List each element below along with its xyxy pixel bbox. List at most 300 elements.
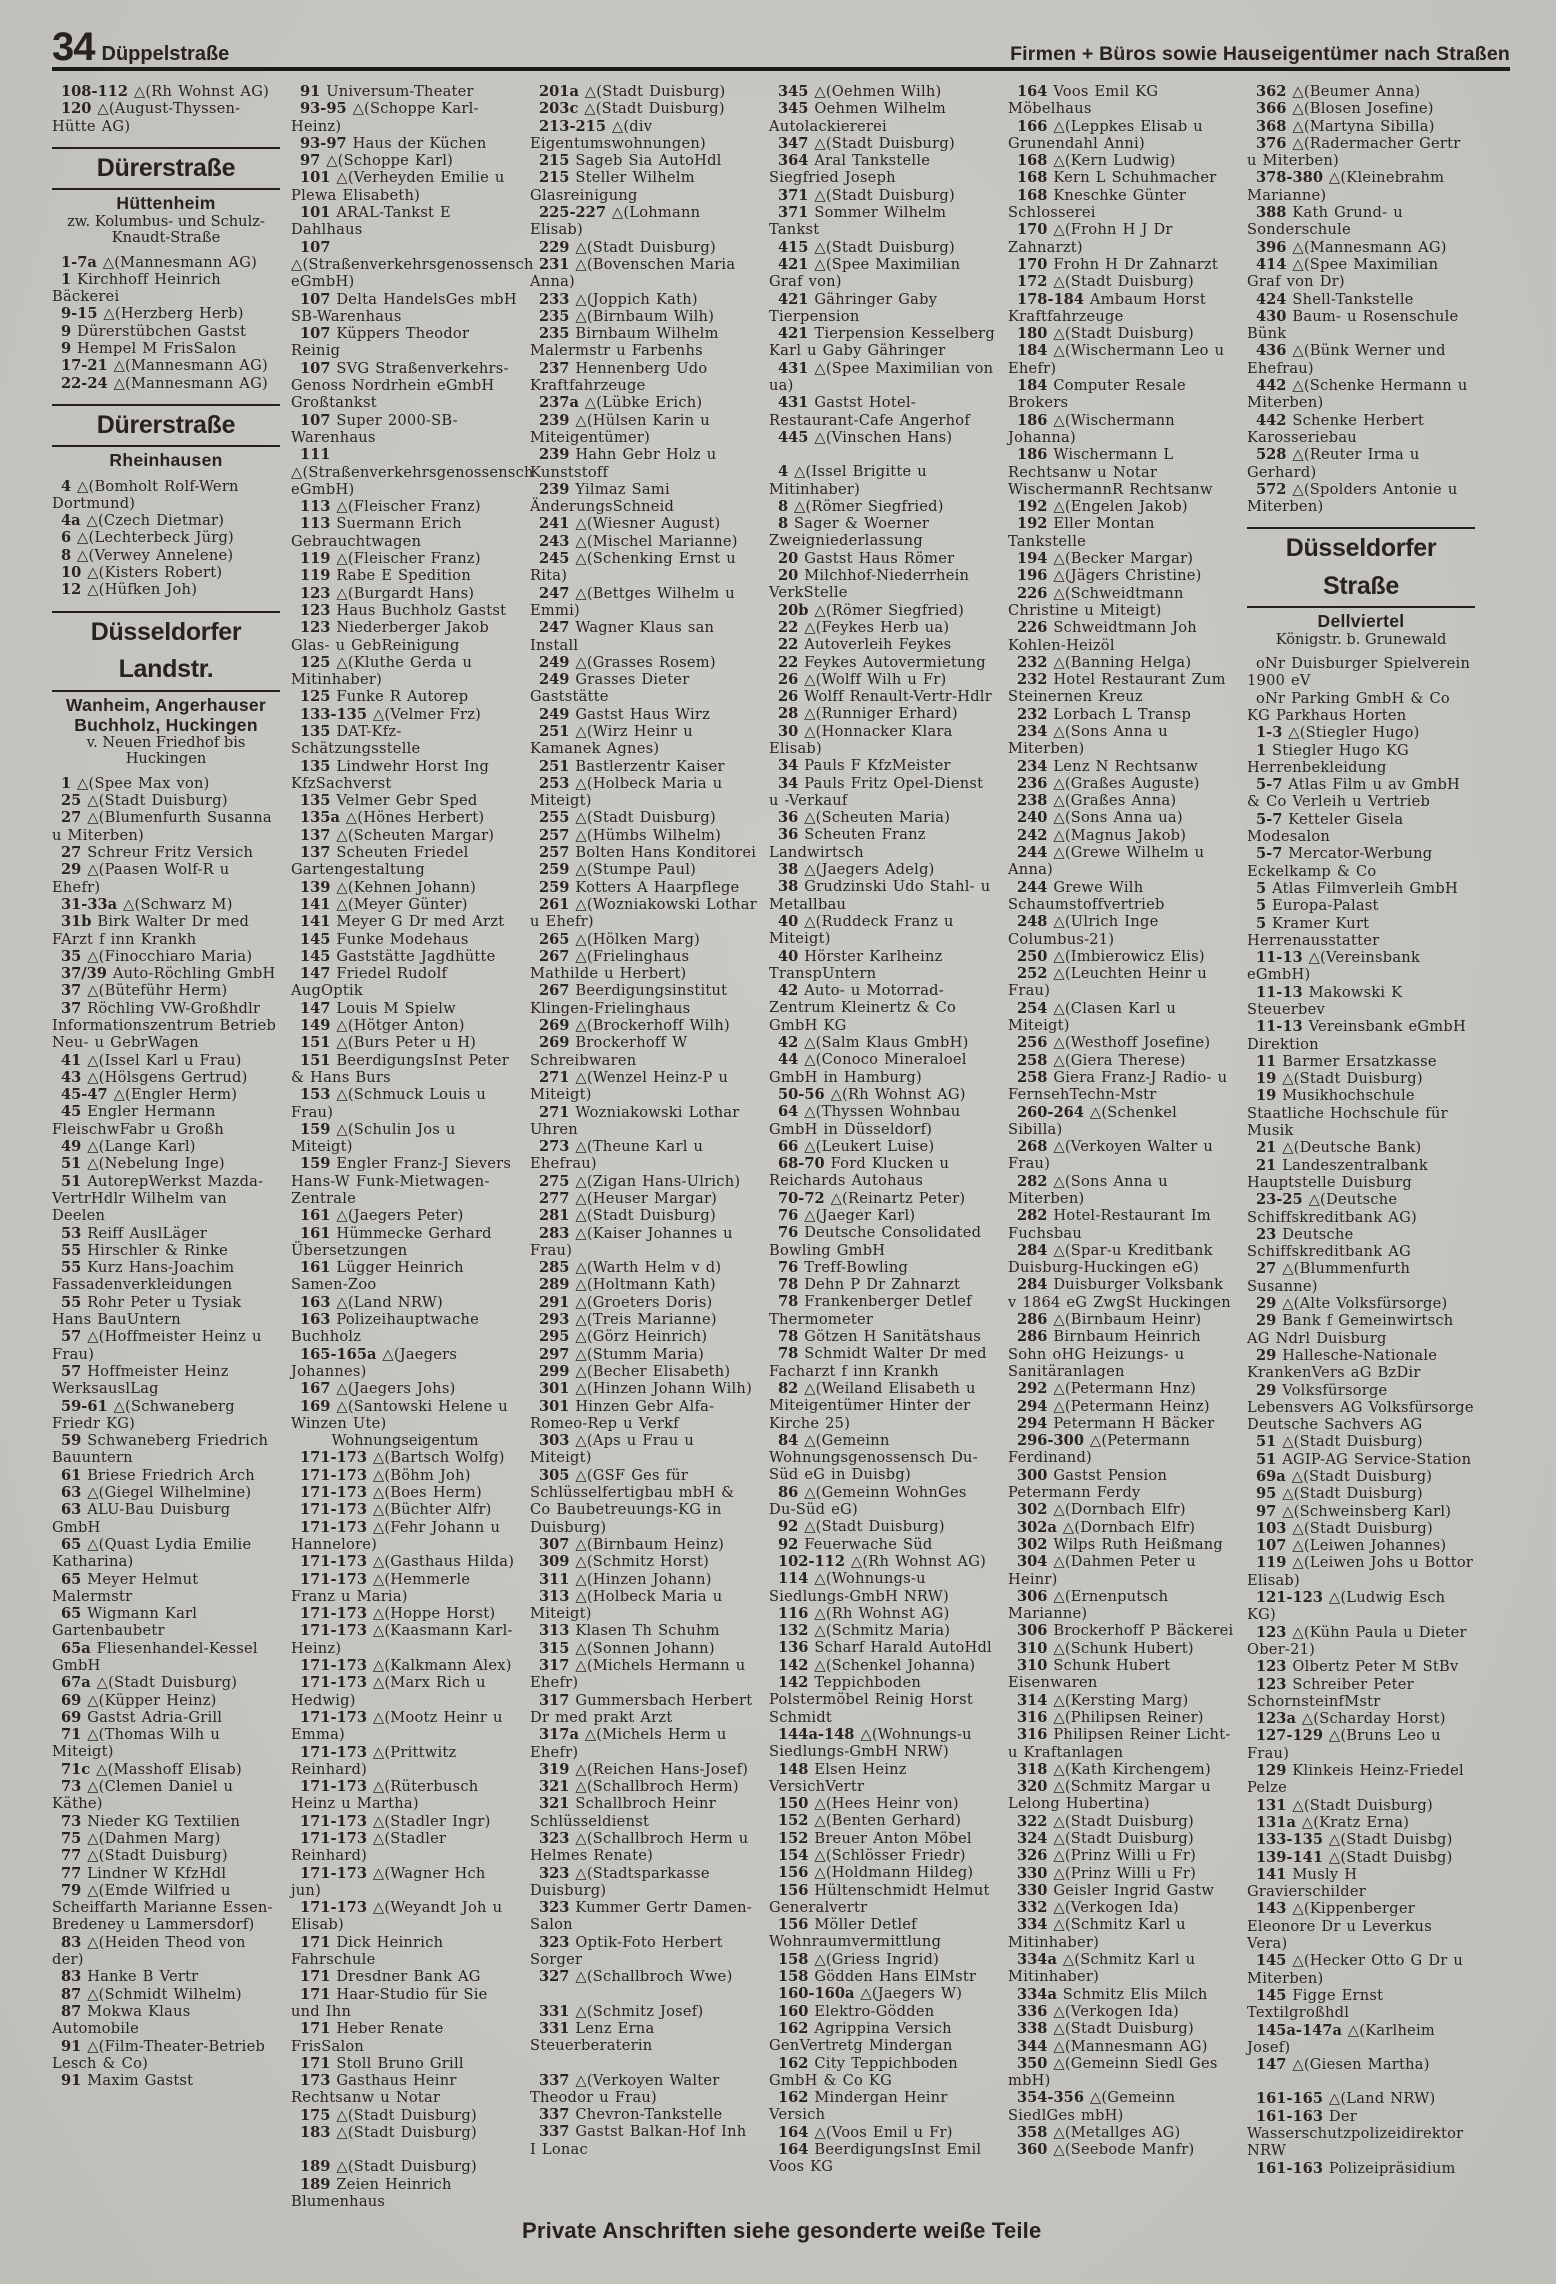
house-number: 59: [61, 1432, 82, 1450]
directory-entry: 171-173 △(Büchter Alfr): [300, 1501, 492, 1519]
house-number: 337: [539, 2071, 570, 2089]
house-number: 334a: [1017, 1951, 1057, 1969]
house-number: 323: [539, 1864, 570, 1882]
directory-entry: 241 △(Wiesner August): [539, 515, 721, 533]
house-number: 170: [1017, 255, 1048, 273]
house-number: 87: [61, 2002, 82, 2020]
house-number: 171-173: [300, 1674, 367, 1692]
directory-entry: 442 △(Schenke Hermann u Miterben): [1247, 377, 1468, 412]
house-number: 36: [778, 826, 799, 844]
house-number: 306: [1017, 1622, 1048, 1640]
house-number: 77: [61, 1847, 82, 1865]
directory-entry: 36 Scheuten Franz Landwirtsch: [769, 826, 926, 861]
directory-entry: 9 Hempel M FrisSalon: [61, 340, 237, 357]
directory-entry: 57 Hoffmeister Heinz WerksauslLag: [52, 1362, 229, 1398]
directory-entry: 27 Schreur Fritz Versich: [61, 844, 254, 862]
directory-entry: 248 △(Ulrich Inge Columbus-21): [1008, 913, 1159, 948]
directory-entry: 421 Gähringer Gaby Tierpension: [769, 290, 938, 325]
directory-entry: 215 Sageb Sia AutoHdl: [539, 152, 722, 170]
house-number: 45: [61, 1103, 82, 1121]
house-number: 71c: [61, 1760, 91, 1778]
directory-entry: 233 △(Joppich Kath): [539, 290, 698, 308]
house-number: 43: [61, 1068, 82, 1086]
house-number: 310: [1017, 1639, 1048, 1657]
directory-entry: 254 △(Clasen Karl u Miteigt): [1008, 999, 1177, 1035]
house-number: 323: [539, 1933, 570, 1951]
directory-entry: 121-123 △(Ludwig Esch KG): [1247, 1589, 1446, 1624]
directory-entry: 77 △(Stadt Duisburg): [61, 1847, 228, 1865]
house-number: 302a: [1017, 1518, 1057, 1536]
directory-entry: 136 Scharf Harald AutoHdl: [778, 1639, 992, 1657]
house-number: 66: [778, 1137, 799, 1155]
house-number: 271: [539, 1103, 570, 1121]
directory-entry: 29 Bank f Gemeinwirtsch AG Ndrl Duisburg: [1247, 1312, 1454, 1347]
directory-entry: 250 △(Imbierowicz Elis): [1017, 947, 1205, 965]
directory-entry: 186 Wischermann L Rechtsanw u Notar WischermannR Rechtsanw: [1008, 446, 1213, 498]
house-number: 145: [300, 947, 331, 965]
house-number: 159: [300, 1120, 331, 1138]
house-number: 44: [778, 1051, 799, 1069]
house-number: 111: [300, 446, 331, 464]
directory-entry: 213-215 △(div Eigentumswohnungen): [530, 117, 706, 152]
house-number: 19: [1256, 1087, 1277, 1105]
house-number: 22: [778, 618, 799, 636]
directory-entry: 108-112 △(Rh Wohnst AG): [61, 83, 270, 100]
directory-entry: 235 Birnbaum Wilhelm Malermstr u Farbenhs: [530, 325, 719, 360]
house-number: 125: [300, 688, 331, 706]
house-number: 57: [61, 1328, 82, 1346]
directory-entry: 1 △(Spee Max von): [61, 774, 210, 792]
directory-entry: 245 △(Schenking Ernst u Rita): [530, 550, 736, 585]
directory-entry: 251 Bastlerzentr Kaiser: [539, 757, 725, 775]
directory-entry: 22 △(Feykes Herb ua): [778, 618, 950, 636]
house-number: 326: [1017, 1847, 1048, 1865]
directory-entry: 20 Milchhof-Niederrhein VerkStelle: [769, 567, 970, 602]
directory-entry: 57 △(Hoffmeister Heinz u Frau): [52, 1328, 262, 1363]
house-number: 123: [300, 584, 331, 602]
directory-entry: 148 Elsen Heinz VersichVertr: [769, 1760, 907, 1795]
directory-entry: 132 △(Schmitz Maria): [778, 1622, 951, 1640]
house-number: 27: [61, 844, 82, 862]
directory-entry: 29 Hallesche-Nationale KrankenVers aG BzDir: [1247, 1346, 1438, 1382]
house-number: 5-7: [1256, 776, 1283, 794]
house-number: 297: [539, 1345, 570, 1363]
directory-entry: 119 △(Fleischer Franz): [300, 550, 481, 568]
house-number: 286: [1017, 1311, 1048, 1329]
house-number: 161-163: [1256, 2159, 1323, 2177]
house-number: 166: [1017, 117, 1048, 135]
directory-entry: 133-135 △(Stadt Duisbg): [1256, 1831, 1453, 1849]
directory-entry: 131a △(Kratz Erna): [1256, 1813, 1410, 1831]
directory-entry: 309 △(Schmitz Horst): [539, 1553, 710, 1571]
house-number: 73: [61, 1778, 82, 1796]
directory-entry: 294 △(Petermann Heinz): [1017, 1397, 1210, 1415]
house-number: 78: [778, 1293, 799, 1311]
house-number: 83: [61, 1968, 82, 1986]
house-number: 65a: [61, 1639, 91, 1657]
house-number: 51: [61, 1155, 82, 1173]
directory-entry: 323 Kummer Gertr Damen-Salon: [530, 1899, 752, 1934]
house-number: 11-13: [1256, 1018, 1303, 1036]
house-number: 63: [61, 1501, 82, 1519]
house-number: 261: [539, 895, 570, 913]
house-number: 86: [778, 1483, 799, 1501]
house-number: 160: [778, 2002, 809, 2020]
directory-entry: 141 △(Meyer Günter): [300, 895, 468, 913]
house-number: 301: [539, 1380, 570, 1398]
house-number: 173: [300, 2072, 331, 2090]
directory-entry: 257 △(Hümbs Wilhelm): [539, 826, 722, 844]
house-number: 189: [300, 2158, 331, 2176]
house-number: 164: [778, 2141, 809, 2159]
page-street-title: Düppelstraße: [101, 43, 230, 65]
directory-entry: 61 Briese Friedrich Arch: [61, 1466, 255, 1484]
house-number: 203c: [539, 100, 579, 118]
house-number: 233: [539, 290, 570, 308]
section-gap: [769, 446, 997, 463]
house-number: 131: [1256, 1796, 1287, 1814]
house-number: 303: [539, 1432, 570, 1450]
house-number: 414: [1256, 255, 1287, 273]
directory-entry: 171-173 △(Weyandt Joh u Elisab): [291, 1899, 503, 1934]
directory-entry: 161-163 Der Wasserschutzpolizeidirektor NRW: [1247, 2107, 1464, 2160]
directory-entry: 17-21 △(Mannesmann AG): [61, 357, 268, 375]
house-number: 151: [300, 1051, 331, 1069]
house-number: 79: [61, 1881, 82, 1899]
directory-entry: oNr Parking GmbH & Co KG Parkhaus Horten: [1247, 689, 1450, 724]
house-number: 91: [61, 2037, 82, 2055]
directory-entry: 161-165 △(Land NRW): [1256, 2090, 1436, 2108]
house-number: 318: [1017, 1760, 1048, 1778]
house-number: 153: [300, 1086, 331, 1104]
directory-entry: 151 △(Burs Peter u H): [300, 1034, 477, 1052]
directory-entry: 51 AutorepWerkst Mazda-VertrHdlr Wilhelm van Deelen: [52, 1172, 264, 1225]
house-number: 147: [300, 965, 331, 983]
directory-entry: 149 △(Hötger Anton): [300, 1017, 465, 1035]
house-number: 424: [1256, 290, 1287, 308]
house-number: 11: [1256, 1052, 1277, 1070]
house-number: 269: [539, 1017, 570, 1035]
house-number: 184: [1017, 377, 1048, 395]
house-number: 135: [300, 722, 331, 740]
house-number: 55: [61, 1241, 82, 1259]
house-number: 301: [539, 1397, 570, 1415]
directory-entry: 22-24 △(Mannesmann AG): [61, 374, 268, 392]
directory-entry: 5 Atlas Filmverleih GmbH: [1256, 879, 1458, 897]
house-number: 135a: [300, 809, 340, 827]
directory-entry: 302 △(Dornbach Elfr): [1017, 1501, 1186, 1519]
house-number: 168: [1017, 169, 1048, 187]
directory-entry: 415 △(Stadt Duisburg): [778, 238, 955, 256]
directory-entry: 364 Aral Tankstelle Siegfried Joseph: [769, 152, 931, 187]
house-number: 116: [778, 1604, 809, 1622]
house-number: 139-141: [1256, 1848, 1323, 1866]
directory-entry: 171-173 △(Prittwitz Reinhard): [291, 1743, 457, 1778]
house-number: 84: [778, 1431, 799, 1449]
directory-entry: 135 Velmer Gebr Sped: [300, 792, 478, 810]
directory-entry: 123 △(Kühn Paula u Dieter Ober-21): [1247, 1623, 1467, 1658]
directory-entry: 171-173 △(Rüterbusch Heinz u Martha): [291, 1778, 479, 1813]
house-number: 277: [539, 1190, 570, 1207]
house-number: 337: [539, 2106, 570, 2124]
directory-entry: 107 Delta HandelsGes mbH SB-Warenhaus: [291, 290, 517, 325]
directory-entry: 6 △(Lechterbeck Jürg): [61, 529, 234, 547]
house-number: 57: [61, 1362, 82, 1380]
directory-entry: 311 △(Hinzen Johann): [539, 1570, 712, 1588]
directory-entry: 107 Super 2000-SB-Warenhaus: [291, 411, 458, 446]
house-number: 4: [61, 477, 72, 495]
house-number: 51: [61, 1172, 82, 1190]
house-number: 236: [1017, 774, 1048, 792]
directory-entry: 156 Hültenschmidt Helmut Generalvertr: [769, 1881, 990, 1916]
directory-entry: 78 Schmidt Walter Dr med Facharzt f inn Krankh: [769, 1345, 987, 1380]
page-header-left: [52, 25, 230, 69]
directory-entry: 172 △(Stadt Duisburg): [1017, 273, 1194, 291]
page-header: [52, 25, 1510, 71]
directory-entry: 253 △(Holbeck Maria u Miteigt): [530, 774, 723, 810]
section-gap: [291, 2141, 519, 2158]
directory-entry: 65 Meyer Helmut Malermstr: [52, 1570, 199, 1605]
house-number: 11-13: [1256, 983, 1303, 1001]
directory-entry: 93-97 Haus der Küchen: [300, 134, 487, 152]
house-number: 294: [1017, 1414, 1048, 1432]
directory-entry: 135 DAT-Kfz-Schätzungsstelle: [291, 722, 421, 758]
house-number: 431: [778, 394, 809, 412]
house-number: 163: [300, 1293, 331, 1311]
house-number: 83: [61, 1933, 82, 1951]
house-number: 317: [539, 1691, 570, 1709]
house-number: 196: [1017, 567, 1048, 585]
house-number: 8: [778, 515, 789, 533]
directory-entry: 50-56 △(Rh Wohnst AG): [778, 1085, 966, 1103]
house-number: 317a: [539, 1726, 579, 1744]
directory-entry: 362 △(Beumer Anna): [1256, 83, 1421, 100]
house-number: 125: [300, 653, 331, 671]
directory-entry: 320 △(Schmitz Margar u Lelong Hubertina): [1008, 1778, 1211, 1813]
house-number: 572: [1256, 480, 1287, 498]
house-number: 323: [539, 1899, 570, 1917]
directory-entry: 334a △(Schmitz Karl u Mitinhaber): [1008, 1951, 1196, 1986]
district-name: Rheinhausen: [109, 450, 223, 471]
house-number: 108-112: [61, 83, 128, 100]
house-number: 171-173: [300, 1864, 367, 1882]
directory-entry: 317 Gummersbach Herbert Dr med prakt Arzt: [530, 1691, 753, 1726]
directory-entry: 160-160a △(Jaegers W): [778, 1985, 963, 2003]
directory-entry: 27 △(Blummenfurth Susanne): [1247, 1260, 1411, 1295]
directory-entry: 87 △(Schmidt Wilhelm): [61, 1985, 242, 2003]
house-number: 10: [61, 564, 82, 581]
house-number: 237: [539, 359, 570, 377]
directory-entry: 183 △(Stadt Duisburg): [300, 2124, 477, 2142]
house-number: 213-215: [539, 117, 606, 135]
directory-entry: 268 △(Verkoyen Walter u Frau): [1008, 1138, 1213, 1173]
directory-entry: 171 Stoll Bruno Grill: [300, 2054, 464, 2072]
directory-entry: 317 △(Michels Hermann u Ehefr): [530, 1657, 746, 1692]
house-number: 354-356: [1017, 2089, 1084, 2107]
house-number: 36: [778, 809, 799, 827]
directory-entry: 31b Birk Walter Dr med FArzt f inn Krankh: [52, 913, 250, 948]
directory-entry: 442 Schenke Herbert Karosseriebau: [1247, 411, 1424, 446]
house-number: 29: [1256, 1381, 1277, 1399]
house-number: 82: [778, 1379, 799, 1397]
directory-entry: 82 △(Weiland Elisabeth u Miteigentümer Hinter der Kirche 25): [769, 1379, 976, 1432]
house-number: 61: [61, 1466, 82, 1484]
house-number: 27: [61, 809, 82, 827]
house-number: 76: [778, 1258, 799, 1276]
house-number: 34: [778, 774, 799, 792]
directory-entry: 8 △(Verwey Annelene): [61, 546, 234, 564]
directory-entry: 160 Elektro-Gödden: [778, 2002, 935, 2020]
house-number: 241: [539, 515, 570, 533]
directory-entry: 36 △(Scheuten Maria): [778, 809, 951, 827]
directory-entry: 345 Oehmen Wilhelm Autolackiererei: [769, 100, 946, 135]
directory-entry: 314 △(Kersting Marg): [1017, 1691, 1189, 1709]
house-number: 295: [539, 1328, 570, 1346]
directory-entry: 242 △(Magnus Jakob): [1017, 826, 1187, 844]
directory-column: [769, 83, 997, 2210]
street-heading: Dürerstraße: [52, 404, 280, 448]
directory-entry: 323 Optik-Foto Herbert Sorger: [530, 1933, 723, 1969]
directory-entry: 137 Scheuten Friedel Gartengestaltung: [291, 844, 469, 879]
house-number: 436: [1256, 342, 1287, 360]
house-number: 76: [778, 1207, 799, 1224]
house-number: 255: [539, 809, 570, 827]
directory-entry: 234 △(Sons Anna u Miterben): [1008, 722, 1168, 758]
house-number: 154: [778, 1846, 809, 1864]
house-number: 64: [778, 1103, 799, 1121]
directory-entry: 166 △(Leppkes Elisab u Grunendahl Anni): [1008, 117, 1203, 152]
directory-entry: 142 Teppichboden Polstermöbel Reinig Horst Schmidt: [769, 1674, 973, 1726]
directory-entry: 1-3 △(Stiegler Hugo): [1256, 724, 1420, 742]
house-number: 302: [1017, 1535, 1048, 1553]
directory-entry: 113 Suermann Erich Gebrauchtwagen: [291, 515, 462, 550]
house-number: 171-173: [300, 1605, 367, 1623]
directory-entry: 1 Stiegler Hugo KG Herrenbekleidung: [1247, 741, 1409, 776]
directory-entry: 145a-147a △(Karlheim Josef): [1247, 2021, 1436, 2056]
directory-entry: 171 Dresdner Bank AG: [300, 1968, 481, 1986]
house-number: 107: [1256, 1537, 1287, 1555]
house-number: 164: [778, 2123, 809, 2141]
house-number: 300: [1017, 1466, 1048, 1484]
house-number: 267: [539, 982, 570, 1000]
directory-entry: 11-13 Vereinsbank eGmbH Direktion: [1247, 1018, 1466, 1053]
directory-entry: 301 △(Hinzen Johann Wilh): [539, 1380, 753, 1398]
house-number: 251: [539, 722, 570, 740]
house-number: 51: [1256, 1450, 1277, 1468]
house-number: 232: [1017, 671, 1048, 689]
directory-entry: 229 △(Stadt Duisburg): [539, 238, 716, 256]
directory-entry: 79 △(Emde Wilfried u Scheiffarth Marianne Essen-Bredeney u Lammersdorf): [52, 1881, 273, 1934]
house-number: 239: [539, 446, 570, 464]
house-number: 113: [300, 515, 331, 533]
house-number: 143: [1256, 1900, 1287, 1918]
house-number: 345: [778, 100, 809, 118]
directory-entry: 306 △(Ernenputsch Marianne): [1008, 1587, 1169, 1623]
directory-entry: 327 △(Schallbroch Wwe): [539, 1968, 733, 1986]
house-number: 141: [1256, 1865, 1287, 1883]
house-number: 145: [1256, 1952, 1287, 1970]
directory-entry: 436 △(Bünk Werner und Ehefrau): [1247, 342, 1446, 377]
house-number: 292: [1017, 1380, 1048, 1398]
directory-entry: 107 △(Leiwen Johannes): [1256, 1537, 1447, 1555]
house-number: 5-7: [1256, 810, 1283, 828]
street-heading: Dürerstraße: [52, 147, 280, 191]
house-number: 304: [1017, 1553, 1048, 1571]
house-number: 91: [300, 83, 321, 100]
house-number: 317: [539, 1657, 570, 1675]
house-number: 9: [61, 322, 72, 340]
directory-entry: 324 △(Stadt Duisburg): [1017, 1829, 1194, 1847]
house-number: 314: [1017, 1691, 1048, 1709]
house-number: 171: [300, 1968, 331, 1986]
house-number: 171-173: [300, 1570, 367, 1588]
directory-entry: 310 △(Schunk Hubert): [1017, 1639, 1194, 1657]
house-number: 171-173: [300, 1466, 367, 1484]
directory-entry: 67a △(Stadt Duisburg): [61, 1674, 238, 1692]
house-number: 248: [1017, 913, 1048, 931]
directory-entry: 292 △(Petermann Hnz): [1017, 1380, 1197, 1398]
house-number: 131a: [1256, 1813, 1296, 1831]
house-number: 123: [300, 601, 331, 619]
directory-entry: 66 △(Leukert Luise): [778, 1137, 935, 1155]
directory-entry: 189 Zeien Heinrich Blumenhaus: [291, 2175, 452, 2210]
directory-entry: 371 Sommer Wilhelm Tankst: [769, 204, 947, 239]
directory-entry: 161 Lügger Heinrich Samen-Zoo: [291, 1259, 464, 1294]
directory-entry: 378-380 △(Kleinebrahm Marianne): [1247, 169, 1445, 204]
directory-entry: 572 △(Spolders Antonie u Miterben): [1247, 480, 1458, 516]
directory-entry: 236 △(Graßes Auguste): [1017, 774, 1200, 792]
house-number: 442: [1256, 411, 1287, 429]
house-number: 189: [300, 2175, 331, 2193]
house-number: 192: [1017, 498, 1048, 516]
directory-entry: 43 △(Hölsgens Gertrud): [61, 1068, 248, 1086]
directory-entry: 92 Feuerwache Süd: [778, 1535, 933, 1553]
house-number: 107: [300, 411, 331, 429]
directory-entry: 293 △(Treis Marianne): [539, 1311, 717, 1329]
directory-entry: 69 △(Küpper Heinz): [61, 1691, 217, 1709]
directory-entry: 151 BeerdigungsInst Peter & Hans Burs: [291, 1051, 509, 1086]
house-number: 161: [300, 1259, 331, 1277]
directory-entry: 51 △(Stadt Duisburg): [1256, 1433, 1423, 1451]
directory-entry: 301 Hinzen Gebr Alfa-Romeo-Rep u Verkf: [530, 1397, 715, 1432]
directory-entry: 161-163 Polizeipräsidium: [1256, 2159, 1456, 2177]
house-number: 321: [539, 1795, 570, 1813]
directory-entry: 269 △(Brockerhoff Wilh): [539, 1017, 730, 1035]
house-number: 31b: [61, 913, 92, 931]
house-number: 257: [539, 826, 570, 844]
house-number: 442: [1256, 377, 1287, 395]
directory-entry: 26 △(Wolff Wilh u Fr): [778, 670, 947, 688]
directory-entry: 186 △(Wischermann Johanna): [1008, 411, 1175, 446]
directory-entry: 180 △(Stadt Duisburg): [1017, 325, 1194, 343]
directory-entry: 231 △(Bovenschen Maria Anna): [530, 255, 736, 291]
house-number: 229: [539, 238, 570, 256]
house-number: 252: [1017, 965, 1048, 983]
house-number: 158: [778, 1968, 809, 1986]
directory-entry: 86 △(Gemeinn WohnGes Du-Süd eG): [769, 1483, 967, 1519]
house-number: 171-173: [300, 1501, 367, 1519]
directory-entry: 5-7 Mercator-Werbung Eckelkamp & Co: [1247, 845, 1433, 880]
directory-entry: 8 Sager & Woerner Zweigniederlassung: [769, 515, 930, 550]
house-number: 151: [300, 1034, 331, 1052]
house-number: 92: [778, 1535, 799, 1553]
directory-entry: 171-173 △(Kalkmann Alex): [300, 1657, 512, 1675]
house-number: 162: [778, 2054, 809, 2072]
house-number: 127-129: [1256, 1727, 1323, 1745]
house-number: 172: [1017, 273, 1048, 291]
house-number: 378-380: [1256, 169, 1323, 187]
house-number: 49: [61, 1138, 82, 1156]
